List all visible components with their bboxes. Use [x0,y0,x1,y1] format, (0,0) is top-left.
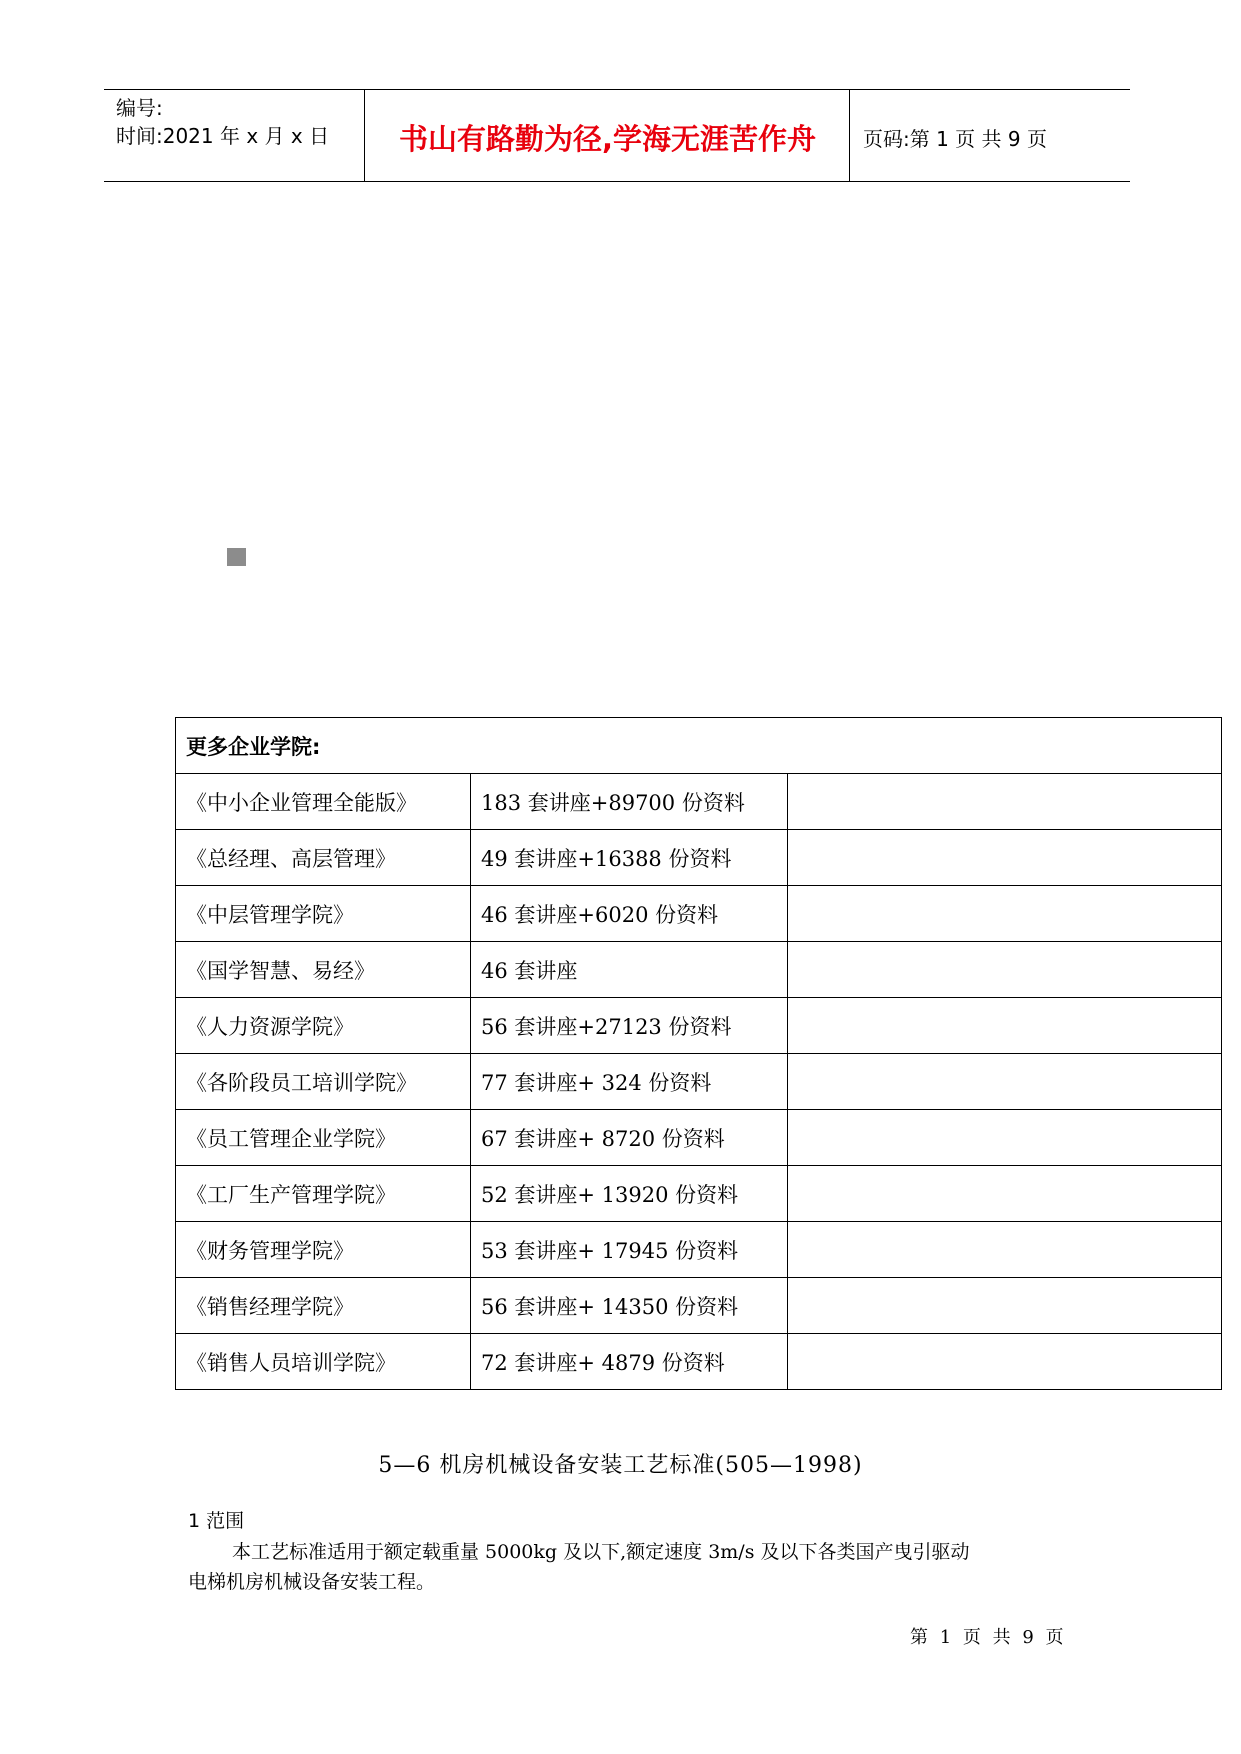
academy-detail-cell: 77 套讲座+ 324 份资料 [471,1054,788,1110]
table-row [176,1166,1222,1222]
header-top-rule [104,89,1130,90]
table-row [176,1334,1222,1390]
academy-extra-cell [788,774,1222,830]
header-motto: 书山有路勤为径,学海无涯苦作舟 [398,122,817,156]
gray-square-icon [227,548,246,566]
table-row [176,942,1222,998]
academy-extra-cell [788,998,1222,1054]
academy-name-cell: 《中小企业管理全能版》 [176,774,471,830]
header-divider-right [849,89,850,181]
footer-page-number: 第 1 页 共 9 页 [910,1627,1064,1648]
table-row [176,1278,1222,1334]
academy-extra-cell [788,830,1222,886]
academy-detail-cell: 46 套讲座+6020 份资料 [471,886,788,942]
academy-detail-cell: 183 套讲座+89700 份资料 [471,774,788,830]
header-bottom-rule [104,181,1130,182]
academy-extra-cell [788,1110,1222,1166]
academy-name-cell: 《财务管理学院》 [176,1222,471,1278]
academy-detail-cell: 49 套讲座+16388 份资料 [471,830,788,886]
academy-detail-cell: 67 套讲座+ 8720 份资料 [471,1110,788,1166]
academy-name-cell: 《销售经理学院》 [176,1278,471,1334]
section-body-line-2: 电梯机房机械设备安装工程。 [188,1571,436,1593]
table-row [176,830,1222,886]
serial-number-label: 编号: [116,96,163,120]
academy-table [175,717,1222,1390]
academy-detail-cell: 56 套讲座+27123 份资料 [471,998,788,1054]
academy-extra-cell [788,1222,1222,1278]
document-heading: 5—6 机房机械设备安装工艺标准(505—1998) [378,1453,863,1478]
table-row [176,998,1222,1054]
academy-name-cell: 《各阶段员工培训学院》 [176,1054,471,1110]
table-row [176,774,1222,830]
academy-extra-cell [788,1334,1222,1390]
academy-name-cell: 《销售人员培训学院》 [176,1334,471,1390]
table-row [176,1222,1222,1278]
academy-name-cell: 《员工管理企业学院》 [176,1110,471,1166]
academy-extra-cell [788,1166,1222,1222]
table-row [176,1054,1222,1110]
academy-detail-cell: 53 套讲座+ 17945 份资料 [471,1222,788,1278]
table-title-row [176,718,1222,774]
section-body-line-1: 本工艺标准适用于额定载重量 5000kg 及以下,额定速度 3m/s 及以下各类国产曳引驱动 [232,1541,970,1563]
academy-detail-cell: 52 套讲座+ 13920 份资料 [471,1166,788,1222]
academy-name-cell: 《国学智慧、易经》 [176,942,471,998]
time-label: 时间:2021 年 x 月 x 日 [116,124,330,148]
table-title: 更多企业学院: [176,718,1222,774]
academy-name-cell: 《人力资源学院》 [176,998,471,1054]
table-row [176,1110,1222,1166]
academy-detail-cell: 72 套讲座+ 4879 份资料 [471,1334,788,1390]
table-row [176,886,1222,942]
academy-detail-cell: 56 套讲座+ 14350 份资料 [471,1278,788,1334]
academy-detail-cell: 46 套讲座 [471,942,788,998]
academy-name-cell: 《总经理、高层管理》 [176,830,471,886]
section-title: 1 范围 [188,1510,245,1532]
academy-extra-cell [788,1278,1222,1334]
academy-extra-cell [788,1054,1222,1110]
header-page-info: 页码:第 1 页 共 9 页 [863,127,1047,151]
academy-name-cell: 《中层管理学院》 [176,886,471,942]
academy-extra-cell [788,942,1222,998]
academy-name-cell: 《工厂生产管理学院》 [176,1166,471,1222]
header-divider-left [364,89,365,181]
academy-extra-cell [788,886,1222,942]
